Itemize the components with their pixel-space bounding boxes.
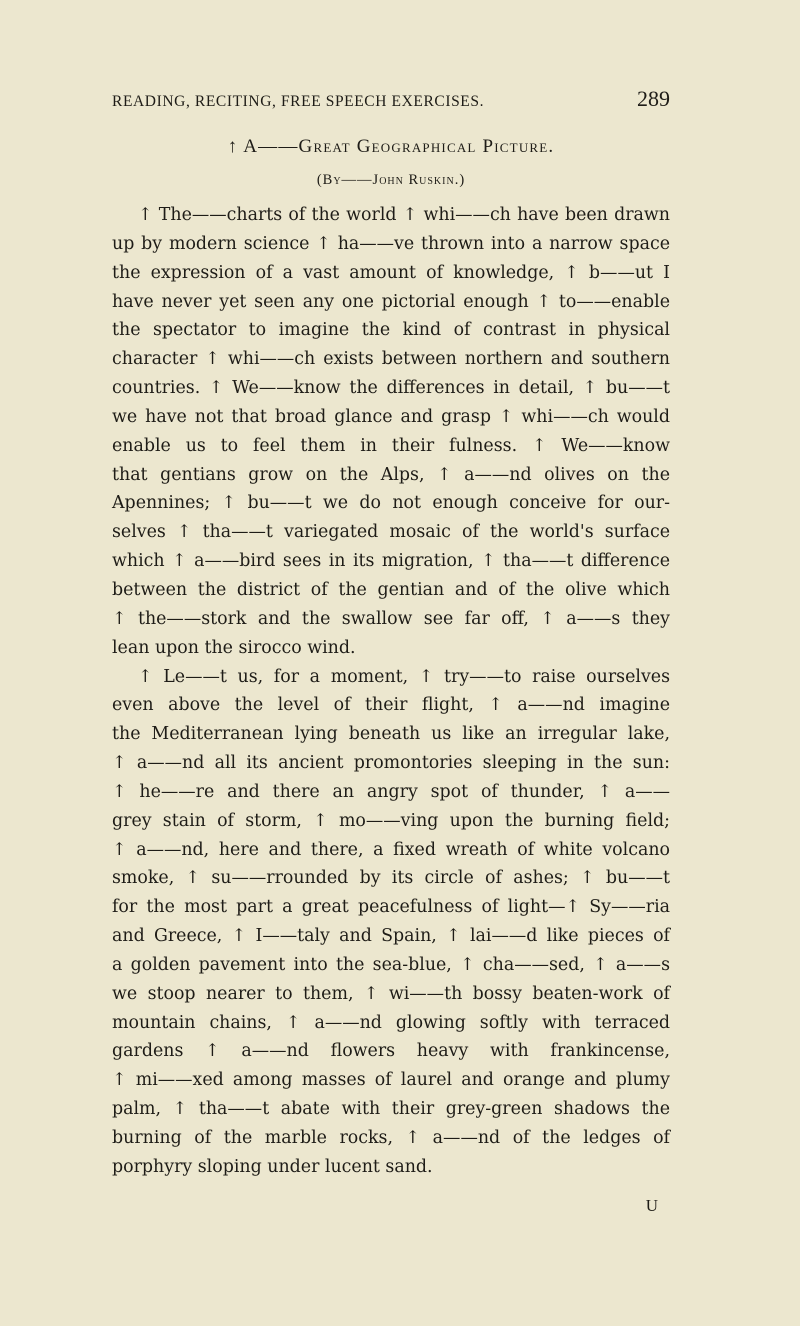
text-line: even above the level of their flight, ↑ a——nd imagine bbox=[112, 695, 670, 716]
text-line: ↑ the——stork and the swallow see far off, ↑ a——s they bbox=[112, 608, 670, 629]
text-line: palm, ↑ tha——t abate with their grey-green shadows the bbox=[112, 1099, 670, 1120]
byline: (By——John Ruskin.) bbox=[316, 172, 466, 188]
text-line: gardens ↑ a——nd flowers heavy with frankincense, bbox=[112, 1041, 670, 1062]
section-title: ↑ A——Great Geographical Picture. bbox=[227, 136, 555, 157]
text-line: between the district of the gentian and of the olive which bbox=[112, 579, 670, 600]
page-number: 289 bbox=[637, 86, 670, 111]
text-line: ↑ he——re and there an angry spot of thunder, ↑ a—— bbox=[112, 781, 670, 802]
text-line: the Mediterranean lying beneath us like an irregular lake, bbox=[112, 724, 670, 745]
text-line: we stoop nearer to them, ↑ wi——th bossy beaten-work of bbox=[112, 983, 670, 1004]
text-line: up by modern science ↑ ha——ve thrown into a narrow space bbox=[112, 233, 670, 254]
text-line: for the most part a great peacefulness of light—↑ Sy——ria bbox=[112, 897, 670, 918]
text-line: mountain chains, ↑ a——nd glowing softly with terraced bbox=[112, 1012, 670, 1033]
text-line: burning of the marble rocks, ↑ a——nd of the ledges of bbox=[112, 1128, 670, 1148]
text-line: character ↑ whi——ch exists between northern and southern bbox=[112, 349, 670, 370]
text-line: ↑ Le——t us, for a moment, ↑ try——to raise ourselves bbox=[138, 666, 670, 687]
text-line: ↑ a——nd all its ancient promontories sleeping in the sun: bbox=[112, 753, 670, 774]
text-line: have never yet seen any one pictorial enough ↑ to——enable bbox=[112, 291, 670, 312]
text-line: the spectator to imagine the kind of contrast in physical bbox=[112, 320, 670, 341]
text-line: which ↑ a——bird sees in its migration, ↑ tha——t difference bbox=[112, 551, 670, 572]
text-line: we have not that broad glance and grasp ↑ whi——ch would bbox=[112, 406, 670, 427]
text-line: grey stain of storm, ↑ mo——ving upon the burning field; bbox=[112, 810, 670, 831]
text-line: ↑ mi——xed among masses of laurel and orange and plumy bbox=[112, 1070, 670, 1091]
text-line: countries. ↑ We——know the differences in detail, ↑ bu——t bbox=[112, 378, 670, 399]
text-line: smoke, ↑ su——rrounded by its circle of ashes; ↑ bu——t bbox=[112, 868, 670, 889]
text-line: the expression of a vast amount of knowledge, ↑ b——ut I bbox=[112, 262, 670, 283]
text-line: enable us to feel them in their fulness. ↑ We——know bbox=[112, 435, 670, 456]
text-line: ↑ a——nd, here and there, a fixed wreath of white volcano bbox=[112, 839, 670, 860]
signature-mark: U bbox=[645, 1195, 658, 1215]
running-title: READING, RECITING, FREE SPEECH EXERCISES. bbox=[112, 93, 485, 110]
body-text bbox=[112, 201, 670, 1182]
text-line: selves ↑ tha——t variegated mosaic of the world's surface bbox=[112, 522, 670, 543]
text-line: lean upon the sirocco wind. bbox=[112, 637, 356, 658]
running-head bbox=[112, 86, 670, 112]
text-line: that gentians grow on the Alps, ↑ a——nd olives on the bbox=[112, 464, 670, 485]
text-line: a golden pavement into the sea-blue, ↑ cha——sed, ↑ a——s bbox=[112, 954, 670, 975]
text-line: and Greece, ↑ I——taly and Spain, ↑ lai——d like pieces of bbox=[112, 926, 670, 947]
text-line: Apennines; ↑ bu——t we do not enough conceive for our- bbox=[112, 493, 670, 514]
text-line: ↑ The——charts of the world ↑ whi——ch have been drawn bbox=[138, 205, 670, 225]
text-line: porphyry sloping under lucent sand. bbox=[112, 1156, 433, 1177]
